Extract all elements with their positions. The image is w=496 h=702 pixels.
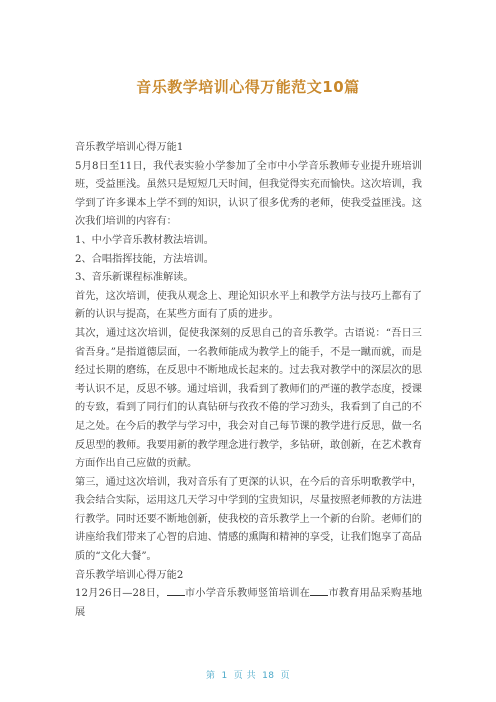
paragraph-intro: 5月8日至11日，我代表实验小学参加了全市中小学音乐教师专业提升班培训班，受益匪浅。虽然只是短短几天时间，但我觉得实充而愉快。这次培训，我学到了许多课本上学不到的知识，认识了很多优秀的老师，使我受益匪浅。这次我们培训的内容有： [75, 160, 422, 228]
training-text: 市小学音乐教师竖笛培训在 [184, 588, 311, 600]
document-body [75, 139, 422, 622]
section-heading-2: 音乐教学培训心得万能2 [75, 569, 184, 581]
list-item-2: 2、合唱指挥技能，方法培训。 [75, 253, 214, 265]
page-suffix: 页 [280, 671, 291, 681]
blank-underline [310, 585, 328, 596]
paragraph-third: 第三，通过这次培训，我对音乐有了更深的认识，在今后的音乐明歌教学中，我会结合实际，运用这几天学习中学到的宝贵知识，尽量按照老师教的方法进行教学。同时还要不断地创新，使我校的音乐教学上一个新的台阶。老师们的讲座给我们带来了心智的启迪、情感的熏陶和精神的享受，让我们饱享了高品质的“文化大餐”。 [75, 476, 422, 563]
location-text: 市教育用品采购基地展 [75, 588, 423, 618]
section-heading-1: 音乐教学培训心得万能1 [75, 142, 184, 153]
paragraph-first: 首先，这次培训，使我从观念上、理论知识水平上和教学方法与技巧上都有了新的认识与提高，在某些方面有了质的进步。 [75, 290, 422, 321]
paragraph-section2-start [75, 585, 422, 622]
page-prefix: 第 [205, 671, 216, 681]
list-item-3: 3、音乐新课程标准解读。 [75, 272, 194, 284]
date-range-text: 12月26日—28日， [75, 588, 167, 600]
page-total-number: 18 [262, 671, 275, 681]
page-current-number: 1 [221, 671, 228, 681]
blank-underline [167, 585, 185, 596]
page-mid-text: 页 共 [233, 671, 257, 681]
document-title: 音乐教学培训心得万能范文10篇 [136, 78, 360, 96]
page-footer [0, 668, 496, 681]
list-item-1: 1、中小学音乐教材教法培训。 [75, 234, 214, 246]
paragraph-second: 其次，通过这次培训，促使我深刻的反思自己的音乐教学。古语说：“吾日三省吾身。”是指道德层面，一名教师能成为教学上的能手，不是一蹴而就，而是经过长期的磨练，在反思中不断地成长起来的。过去我对教学中的深层次的思考认识不足，反思不够。通过培训，我看到了教师们的严谨的教学态度，授课的专致，看到了同行们的认真钻研与孜孜不倦的学习劲头，我看到了自己的不足之处。在今后的教学与学习中，我会对自己每节课的教学进行反思，做一名反思型的教师。我要用新的教学理念进行教学，多钻研，敢创新，在艺术教育方面作出自己应做的贡献。 [75, 327, 422, 470]
